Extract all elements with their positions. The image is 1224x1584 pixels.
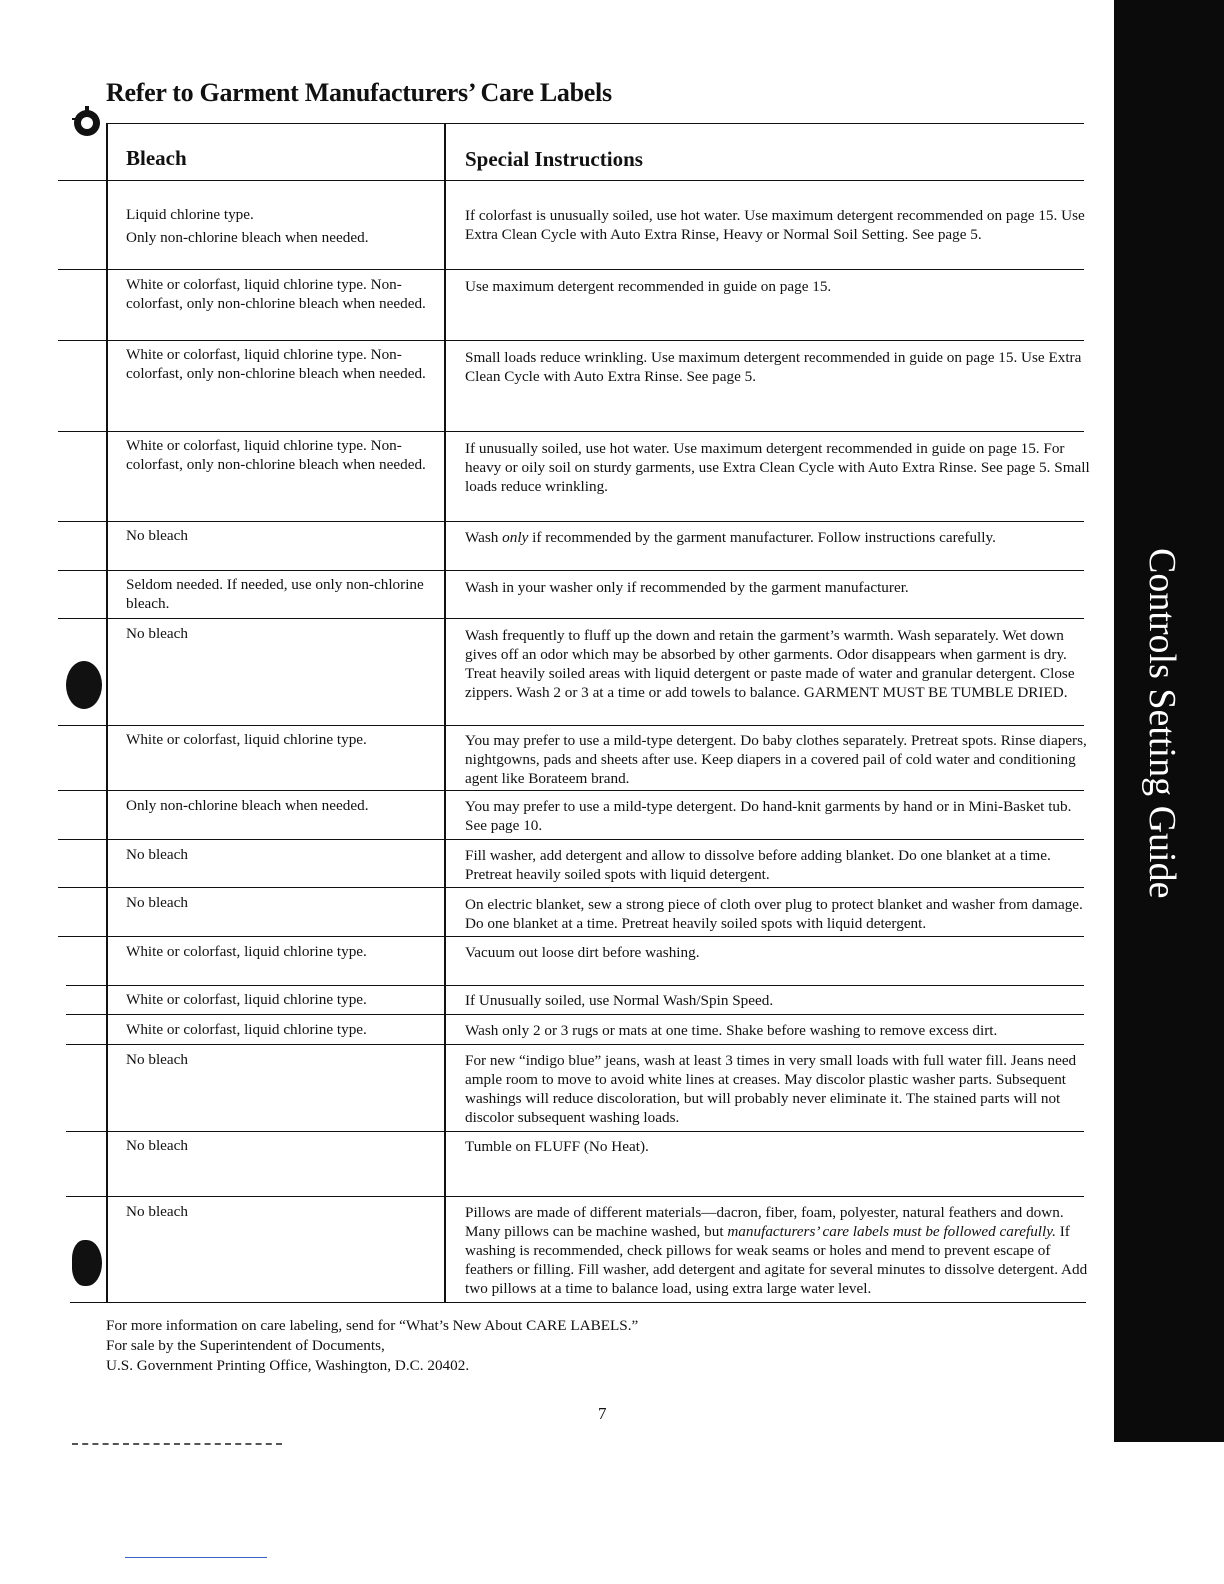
instruction-cell: Wash only if recommended by the garment manufacturer. Follow instructions carefully. <box>465 529 996 546</box>
table-rule <box>58 180 1084 181</box>
table-rule <box>58 790 1084 791</box>
bleach-cell: White or colorfast, liquid chlorine type. Non-colorfast, only non-chlorine bleach when needed. <box>126 437 426 473</box>
instruction-cell: If Unusually soiled, use Normal Wash/Spin Speed. <box>465 992 774 1009</box>
header-bleach: Bleach <box>126 146 187 170</box>
bleach-cell: No bleach <box>126 625 188 642</box>
footnote-line: For sale by the Superintendent of Documents, <box>106 1337 385 1354</box>
footnote-line: U.S. Government Printing Office, Washington, D.C. 20402. <box>106 1357 470 1374</box>
instruction-cell: For new “indigo blue” jeans, wash at least 3 times in very small loads with full water fill. Jeans need ample room to move to avoid white lines at creases. May discolor plastic washer parts. Subsequent washings will reduce discoloration, but will probably never eliminate it. The stained parts will not discolor subsequent washing loads. <box>465 1052 1077 1126</box>
bleach-cell: No bleach <box>126 894 188 911</box>
bleach-cell: No bleach <box>126 1137 188 1154</box>
instruction-cell: On electric blanket, sew a strong piece of cloth over plug to protect blanket and washer from damage. Do one blanket at a time. Pretreat heavily soiled spots with liquid detergent. <box>465 896 1083 932</box>
table-rule <box>58 570 1084 571</box>
instruction-cell: You may prefer to use a mild-type detergent. Do baby clothes separately. Pretreat spots. Rinse diapers, nightgowns, pads and sheets after use. Keep diapers in a covered pail of cold water and conditioning agent like Borateem brand. <box>465 732 1087 787</box>
bleach-cell: White or colorfast, liquid chlorine type. <box>126 1021 367 1038</box>
table-rule <box>58 725 1084 726</box>
bleach-cell: No bleach <box>126 527 188 544</box>
bleach-cell: No bleach <box>126 1051 188 1068</box>
table-rule <box>58 887 1084 888</box>
table-rule <box>66 985 1084 986</box>
table-rule <box>70 1302 1086 1303</box>
instruction-cell: Fill washer, add detergent and allow to dissolve before adding blanket. Do one blanket at a time. Pretreat heavily soiled spots with liquid detergent. <box>465 847 1051 883</box>
instruction-cell: Wash frequently to fluff up the down and retain the garment’s warmth. Wash separately. Wet down gives off an odor which may be absorbed by other garments. Odor disappears when garment is dry. Treat heavily soiled areas with liquid detergent or paste made of water and granular detergent. Close zippers. Wash 2 or 3 at a time or add towels to balance. GARMENT MUST BE TUMBLE DRIED. <box>465 627 1075 701</box>
page-title: Refer to Garment Manufacturers’ Care Labels <box>106 78 612 107</box>
instruction-cell: Tumble on FLUFF (No Heat). <box>465 1138 649 1155</box>
bleach-cell: No bleach <box>126 1203 188 1220</box>
bleach-cell: Liquid chlorine type. <box>126 206 254 223</box>
instruction-cell: Small loads reduce wrinkling. Use maximum detergent recommended in guide on page 15. Use Extra Clean Cycle with Auto Extra Rinse. See page 5. <box>465 349 1082 385</box>
bleach-cell: Only non-chlorine bleach when needed. <box>126 229 369 246</box>
instruction-cell: Wash only 2 or 3 rugs or mats at one time. Shake before washing to remove excess dirt. <box>465 1022 998 1039</box>
binder-hole-icon <box>72 1240 102 1286</box>
footnote-line: For more information on care labeling, send for “What’s New About CARE LABELS.” <box>106 1317 639 1334</box>
side-tab-label: Controls Setting Guide <box>1141 548 1183 899</box>
table-rule <box>58 618 1084 619</box>
bleach-cell: Seldom needed. If needed, use only non-chlorine bleach. <box>126 576 424 612</box>
instruction-cell: Use maximum detergent recommended in guide on page 15. <box>465 278 832 295</box>
table-rule <box>58 839 1084 840</box>
page-number: 7 <box>598 1404 607 1423</box>
table-rule <box>106 123 1084 124</box>
header-special-instructions: Special Instructions <box>465 147 643 171</box>
table-column-rule <box>444 123 446 1302</box>
table-rule <box>58 431 1084 432</box>
footnote <box>106 1316 806 1376</box>
bleach-cell: White or colorfast, liquid chlorine type. <box>126 943 367 960</box>
instruction-cell: You may prefer to use a mild-type detergent. Do hand-knit garments by hand or in Mini-Basket tub. See page 10. <box>465 798 1072 834</box>
bleach-cell: White or colorfast, liquid chlorine type. Non-colorfast, only non-chlorine bleach when needed. <box>126 276 426 312</box>
table-column-rule <box>106 123 108 1302</box>
scan-artifact-line <box>72 1443 282 1445</box>
binder-hole-icon <box>66 661 102 709</box>
table-rule <box>58 936 1084 937</box>
bleach-cell: Only non-chlorine bleach when needed. <box>126 797 369 814</box>
table-rule <box>58 340 1084 341</box>
instruction-cell: If unusually soiled, use hot water. Use maximum detergent recommended in guide on page 15. For heavy or oily soil on sturdy garments, use Extra Clean Cycle with Auto Extra Rinse. See page 5. Small loads reduce wrinkling. <box>465 440 1090 495</box>
instruction-cell: If colorfast is unusually soiled, use hot water. Use maximum detergent recommended on page 15. Use Extra Clean Cycle with Auto Extra Rinse, Heavy or Normal Soil Setting. See page 5. <box>465 207 1085 243</box>
bleach-cell: White or colorfast, liquid chlorine type. <box>126 731 367 748</box>
instruction-cell: Wash in your washer only if recommended by the garment manufacturer. <box>465 579 909 596</box>
instruction-cell: Vacuum out loose dirt before washing. <box>465 944 700 961</box>
scan-artifact-line <box>125 1557 267 1558</box>
bleach-cell: No bleach <box>126 846 188 863</box>
table-rule <box>66 1044 1084 1045</box>
table-rule <box>58 269 1084 270</box>
table-rule <box>66 1014 1084 1015</box>
table-rule <box>66 1131 1084 1132</box>
table-rule <box>66 1196 1084 1197</box>
bleach-cell: White or colorfast, liquid chlorine type. Non-colorfast, only non-chlorine bleach when needed. <box>126 346 426 382</box>
instruction-cell: Pillows are made of different materials—dacron, fiber, foam, polyester, natural feathers and down. Many pillows can be machine washed, but manufacturers’ care labels must be followed carefully. If washing is recommended, check pillows for weak seams or holes and mend to prevent escape of feathers or filling. Fill washer, add detergent and agitate for several minutes to dissolve detergent. Add two pillows at a time to balance load, using extra large water level. <box>465 1204 1088 1297</box>
table-row <box>126 203 426 249</box>
bleach-cell: White or colorfast, liquid chlorine type. <box>126 991 367 1008</box>
table-rule <box>58 521 1084 522</box>
